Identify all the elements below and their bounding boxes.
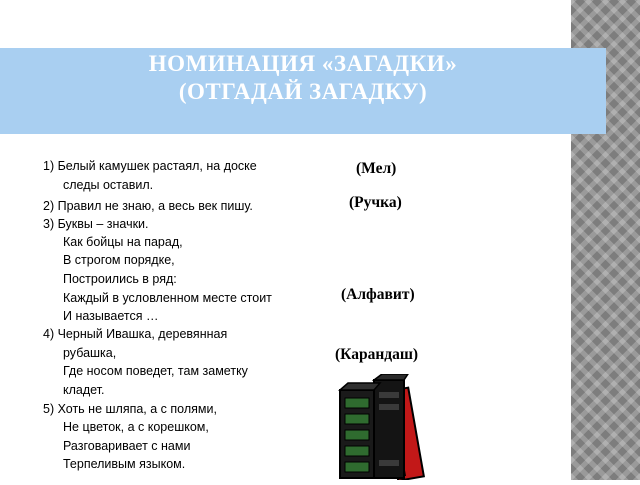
riddle-line: И называется … xyxy=(63,309,159,323)
riddle-line: В строгом порядке, xyxy=(63,253,175,267)
slide-title xyxy=(0,50,606,106)
riddle-line: 5) Хоть не шляпа, а с полями, xyxy=(43,402,217,416)
riddle-line: 2) Правил не знаю, а весь век пишу. xyxy=(43,199,253,213)
riddle-line: Как бойцы на парад, xyxy=(63,235,183,249)
answer-label: (Алфавит) xyxy=(341,286,415,303)
riddle-line: кладет. xyxy=(63,383,105,397)
answer-label: (Ручка) xyxy=(349,194,402,211)
riddle-line: Не цветок, а с корешком, xyxy=(63,420,209,434)
answer-label: (Мел) xyxy=(356,160,397,177)
riddle-line: Терпеливым языком. xyxy=(63,457,186,471)
riddle-line: следы оставил. xyxy=(63,178,154,192)
title-line-1: НОМИНАЦИЯ «ЗАГАДКИ» xyxy=(148,51,458,76)
riddle-line: Построились в ряд: xyxy=(63,272,177,286)
riddle-line: Каждый в условленном месте стоит xyxy=(63,291,272,305)
riddle-line: 3) Буквы – значки. xyxy=(43,217,149,231)
answer-label: (Карандаш) xyxy=(335,346,419,363)
riddle-line: 4) Черный Ивашка, деревянная xyxy=(43,327,228,341)
title-line-2: (ОТГАДАЙ ЗАГАДКУ) xyxy=(178,79,428,104)
riddle-line: Где носом поведет, там заметку xyxy=(63,364,248,378)
books-icon xyxy=(336,374,446,480)
books-illustration xyxy=(336,374,446,480)
riddle-line: рубашка, xyxy=(63,346,117,360)
riddle-line: Разговаривает с нами xyxy=(63,439,191,453)
riddle-line: 1) Белый камушек растаял, на доске xyxy=(43,159,257,173)
